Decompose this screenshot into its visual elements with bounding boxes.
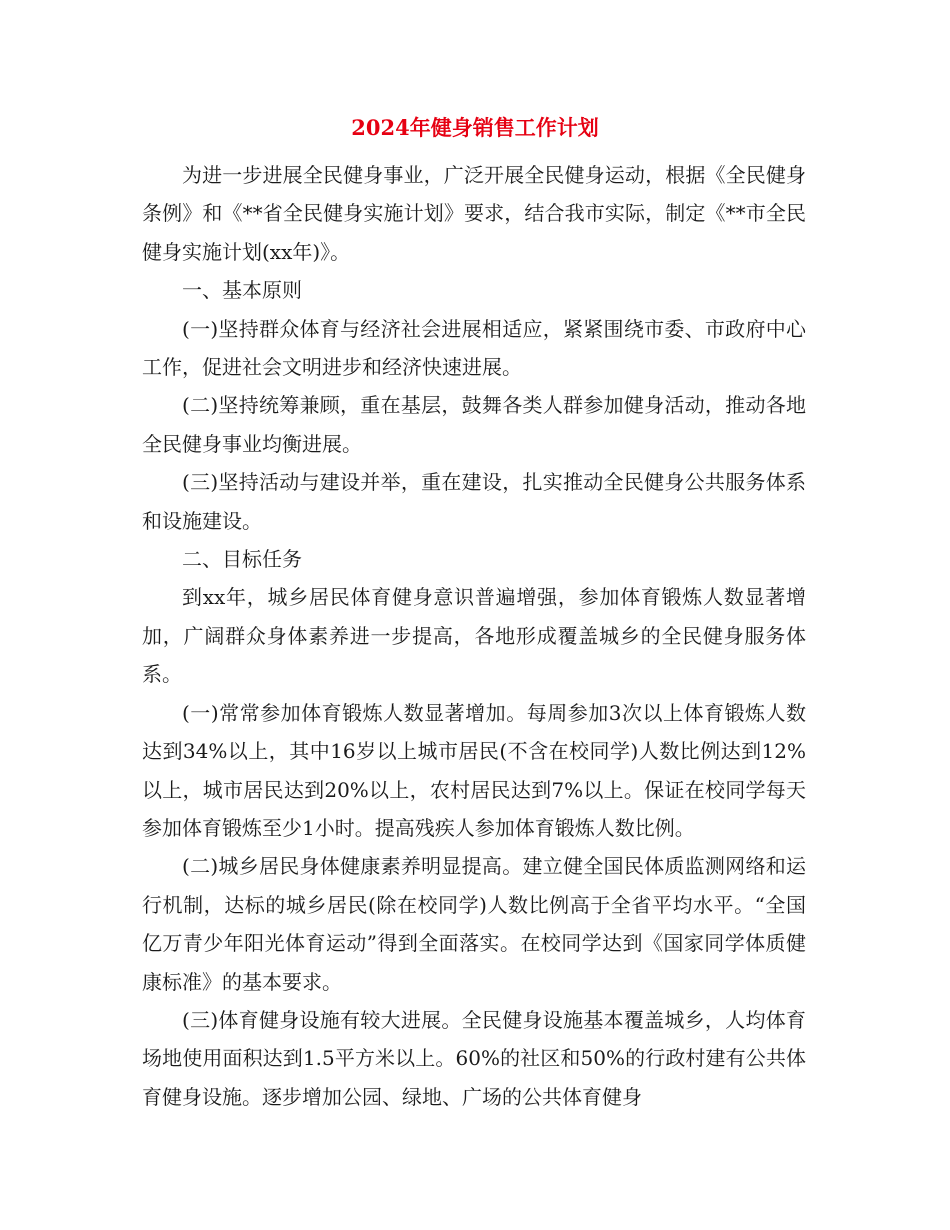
intro-paragraph: 为进一步进展全民健身事业，广泛开展全民健身运动，根据《全民健身条例》和《**省全民健身实施计划》要求，结合我市实际，制定《**市全民健身实施计划(xx年)》。 (142, 163, 806, 264)
principle-paragraph-3: (三)坚持活动与建设并举，重在建设，扎实推动全民健身公共服务体系和设施建设。 (142, 470, 806, 533)
document-body (142, 156, 806, 1116)
principle-paragraph-2: (二)坚持统筹兼顾，重在基层，鼓舞各类人群参加健身活动，推动各地全民健身事业均衡进展。 (142, 393, 806, 456)
goals-intro-paragraph: 到xx年，城乡居民体育健身意识普遍增强，参加体育锻炼人数显著增加，广阔群众身体素养进一步提高，各地形成覆盖城乡的全民健身服务体系。 (142, 585, 806, 687)
goal-paragraph-1: (一)常常参加体育锻炼人数显著增加。每周参加3次以上体育锻炼人数达到34%以上，其中16岁以上城市居民(不含在校同学)人数比例达到12%以上，城市居民达到20%以上，农村居民达到7%以上。保证在校同学每天参加体育锻炼至少1小时。提高残疾人参加体育锻炼人数比例。 (142, 700, 806, 840)
goal-paragraph-3: (三)体育健身设施有较大进展。全民健身设施基本覆盖城乡，人均体育场地使用面积达到1.5平方米以上。60%的社区和50%的行政村建有公共体育健身设施。逐步增加公园、绿地、广场的公共体育健身 (142, 1007, 806, 1109)
section-heading-basic-principles: 一、基本原则 (182, 278, 302, 303)
goal-paragraph-2: (二)城乡居民身体健康素养明显提高。建立健全国民体质监测网络和运行机制，达标的城乡居民(除在校同学)人数比例高于全省平均水平。“全国亿万青少年阳光体育运动”得到全面落实。在校同学达到《国家同学体质健康标准》的基本要求。 (142, 854, 806, 994)
document-title: 2024年健身销售工作计划 (351, 115, 599, 140)
section-heading-goals: 二、目标任务 (182, 547, 302, 572)
principle-paragraph-1: (一)坚持群众体育与经济社会进展相适应，紧紧围绕市委、市政府中心工作，促进社会文明进步和经济快速进展。 (142, 316, 806, 380)
